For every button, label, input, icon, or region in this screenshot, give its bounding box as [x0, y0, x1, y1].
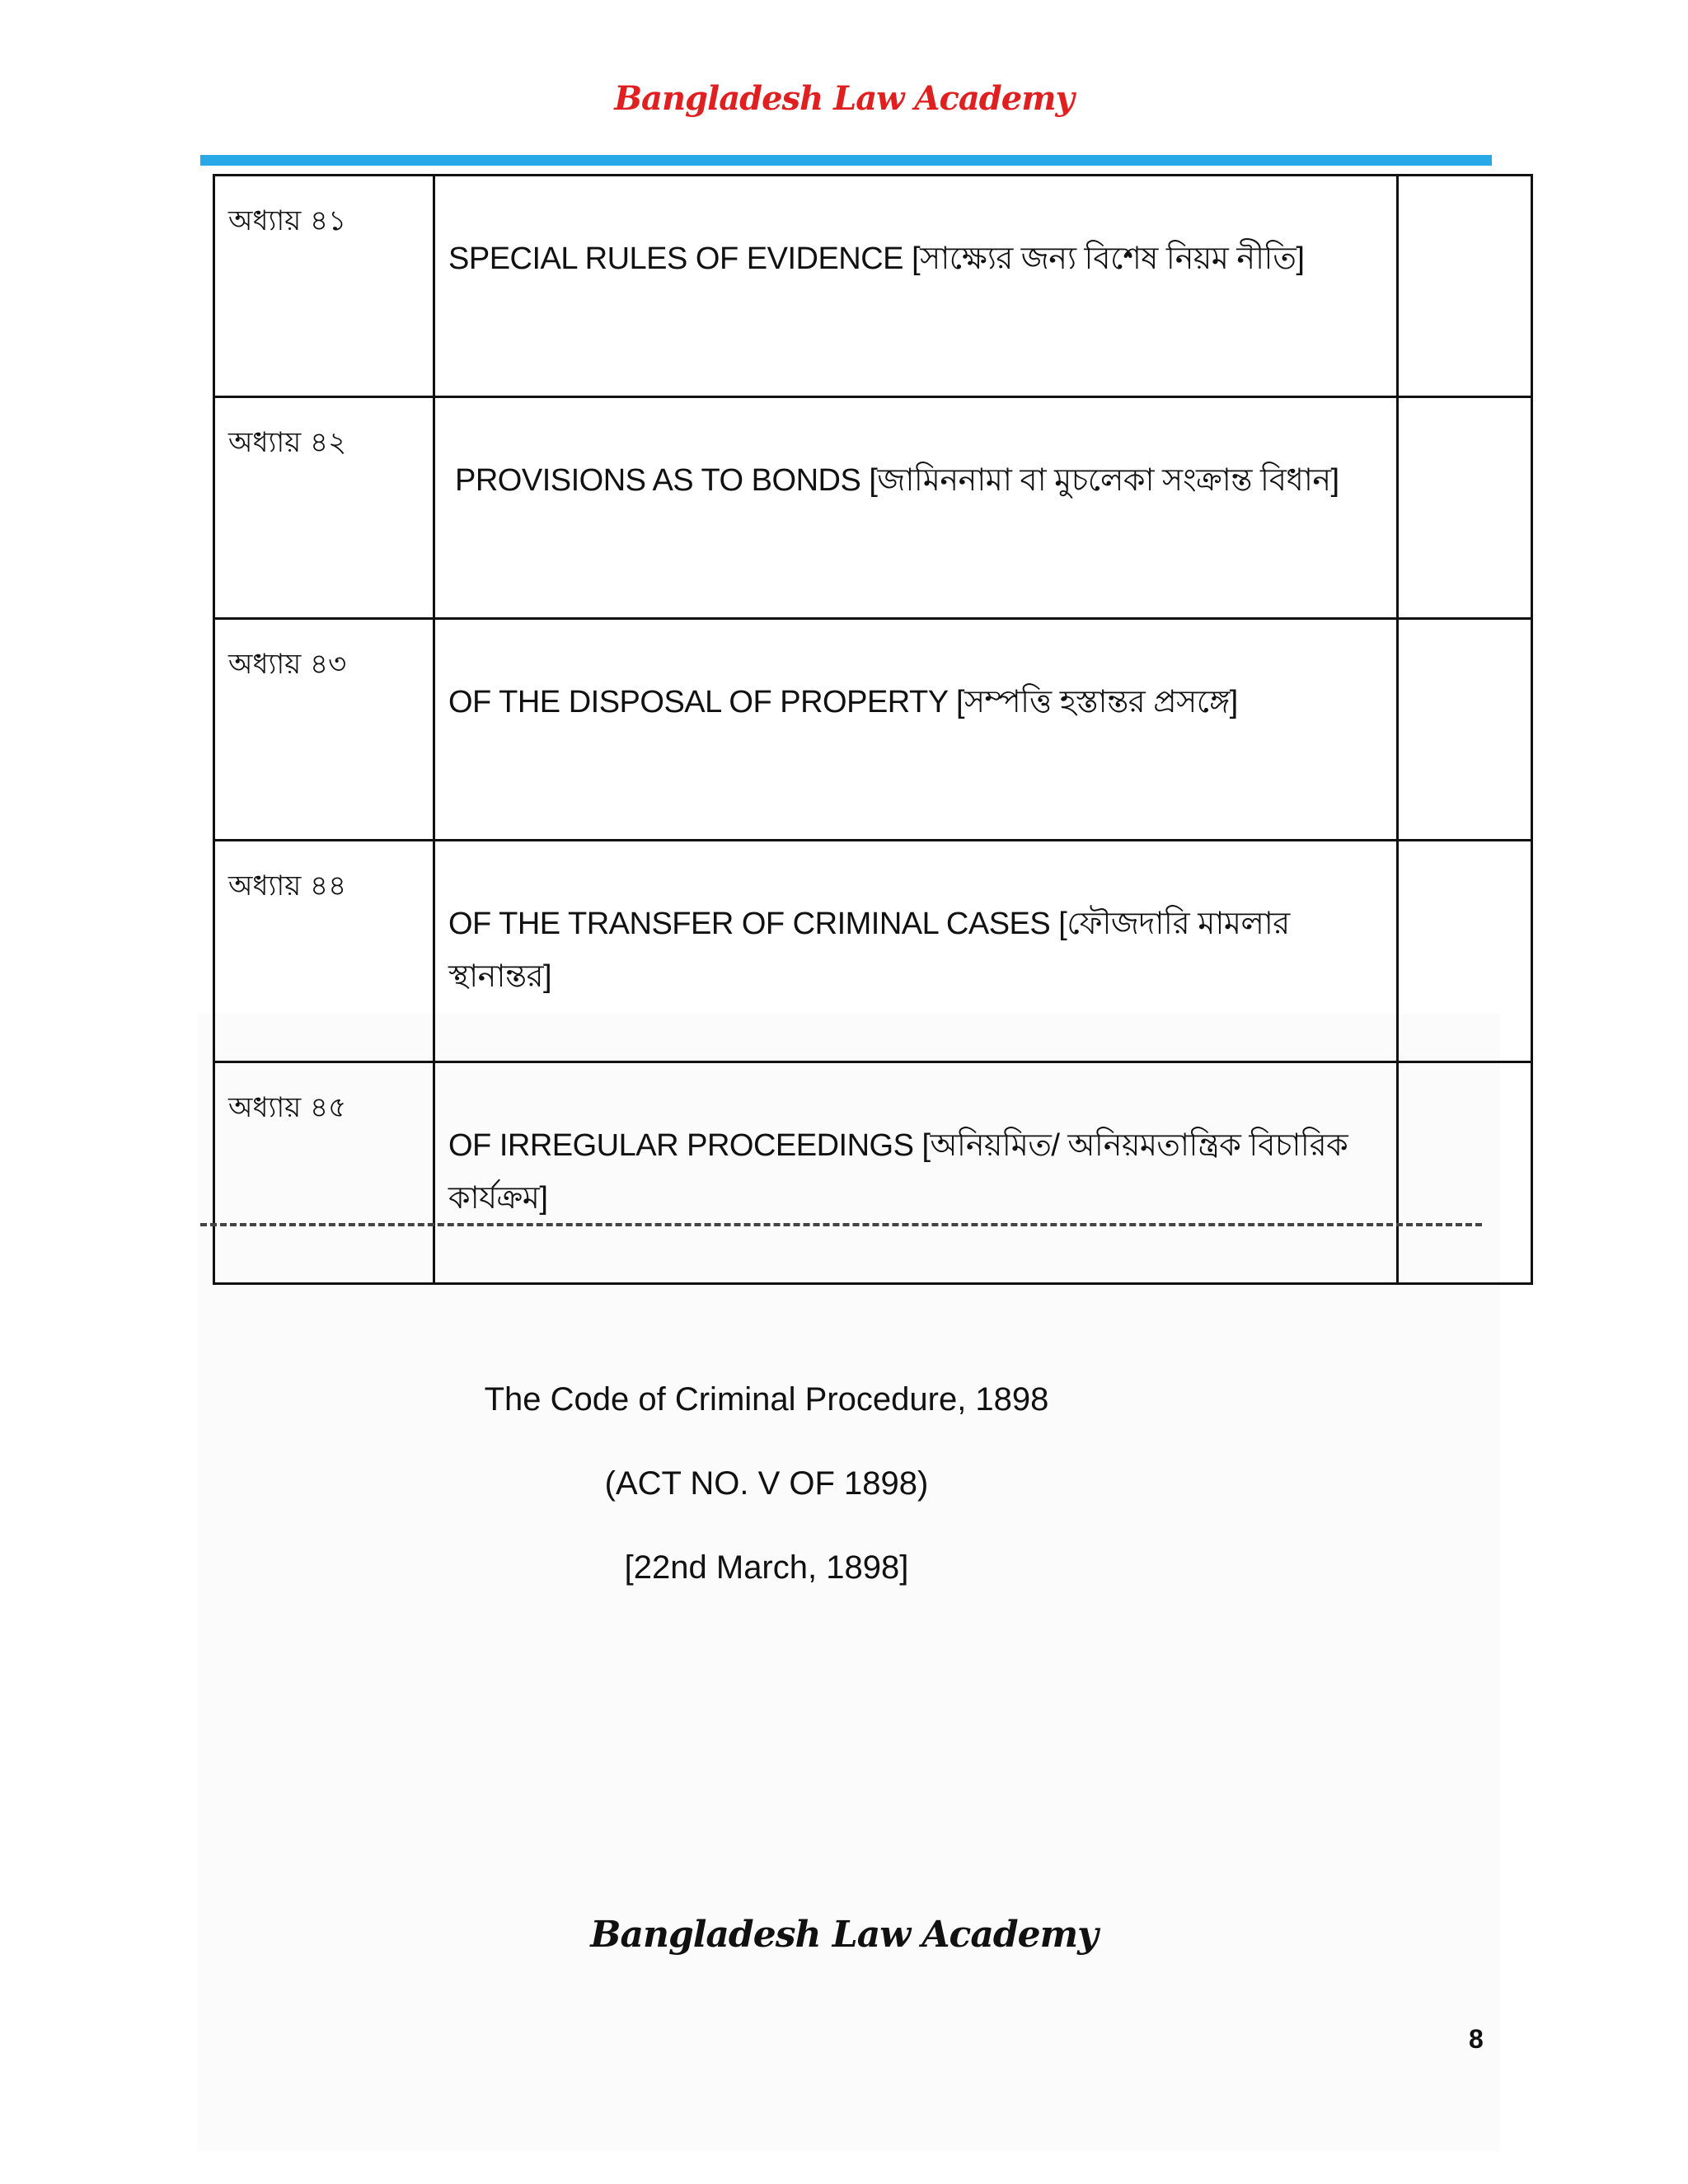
table-row [214, 619, 1532, 841]
section-divider [200, 1223, 1482, 1226]
page-ref-cell [1398, 1062, 1532, 1284]
chapter-number: অধ্যায় ৪৫ [214, 1062, 434, 1284]
page-ref-cell [1398, 841, 1532, 1062]
act-name: The Code of Criminal Procedure, 1898 [484, 1381, 1049, 1418]
header-rule [200, 155, 1492, 166]
chapter-number: অধ্যায় ৪৪ [214, 841, 434, 1062]
chapter-table [213, 174, 1533, 1285]
table-row [214, 841, 1532, 1062]
table-row [214, 176, 1532, 397]
chapter-number: অধ্যায় ৪২ [214, 397, 434, 619]
page-ref-cell [1398, 619, 1532, 841]
chapter-title: PROVISIONS AS TO BONDS [জামিননামা বা মুচলেকা সংক্রান্ত বিধান] [434, 397, 1398, 619]
table-row [214, 1062, 1532, 1284]
act-number: (ACT NO. V OF 1898) [604, 1465, 929, 1502]
chapter-number: অধ্যায় ৪৩ [214, 619, 434, 841]
chapter-title: OF IRREGULAR PROCEEDINGS [অনিয়মিত/ অনিয়মতান্ত্রিক বিচারিক কার্যক্রম] [434, 1062, 1398, 1284]
chapter-title: OF THE TRANSFER OF CRIMINAL CASES [ফৌজদারি মামলার স্থানান্তর] [434, 841, 1398, 1062]
act-date: [22nd March, 1898] [624, 1549, 909, 1586]
page-number: 8 [1469, 2024, 1484, 2054]
footer-title: Bangladesh Law Academy [590, 1914, 1098, 1956]
table-row [214, 397, 1532, 619]
page-ref-cell [1398, 176, 1532, 397]
chapter-title: SPECIAL RULES OF EVIDENCE [সাক্ষ্যের জন্য বিশেষ নিয়ম নীতি] [434, 176, 1398, 397]
chapter-number: অধ্যায় ৪১ [214, 176, 434, 397]
chapter-title: OF THE DISPOSAL OF PROPERTY [সম্পত্তি হস্তান্তর প্রসঙ্গে] [434, 619, 1398, 841]
header-title: Bangladesh Law Academy [614, 79, 1074, 118]
page-ref-cell [1398, 397, 1532, 619]
